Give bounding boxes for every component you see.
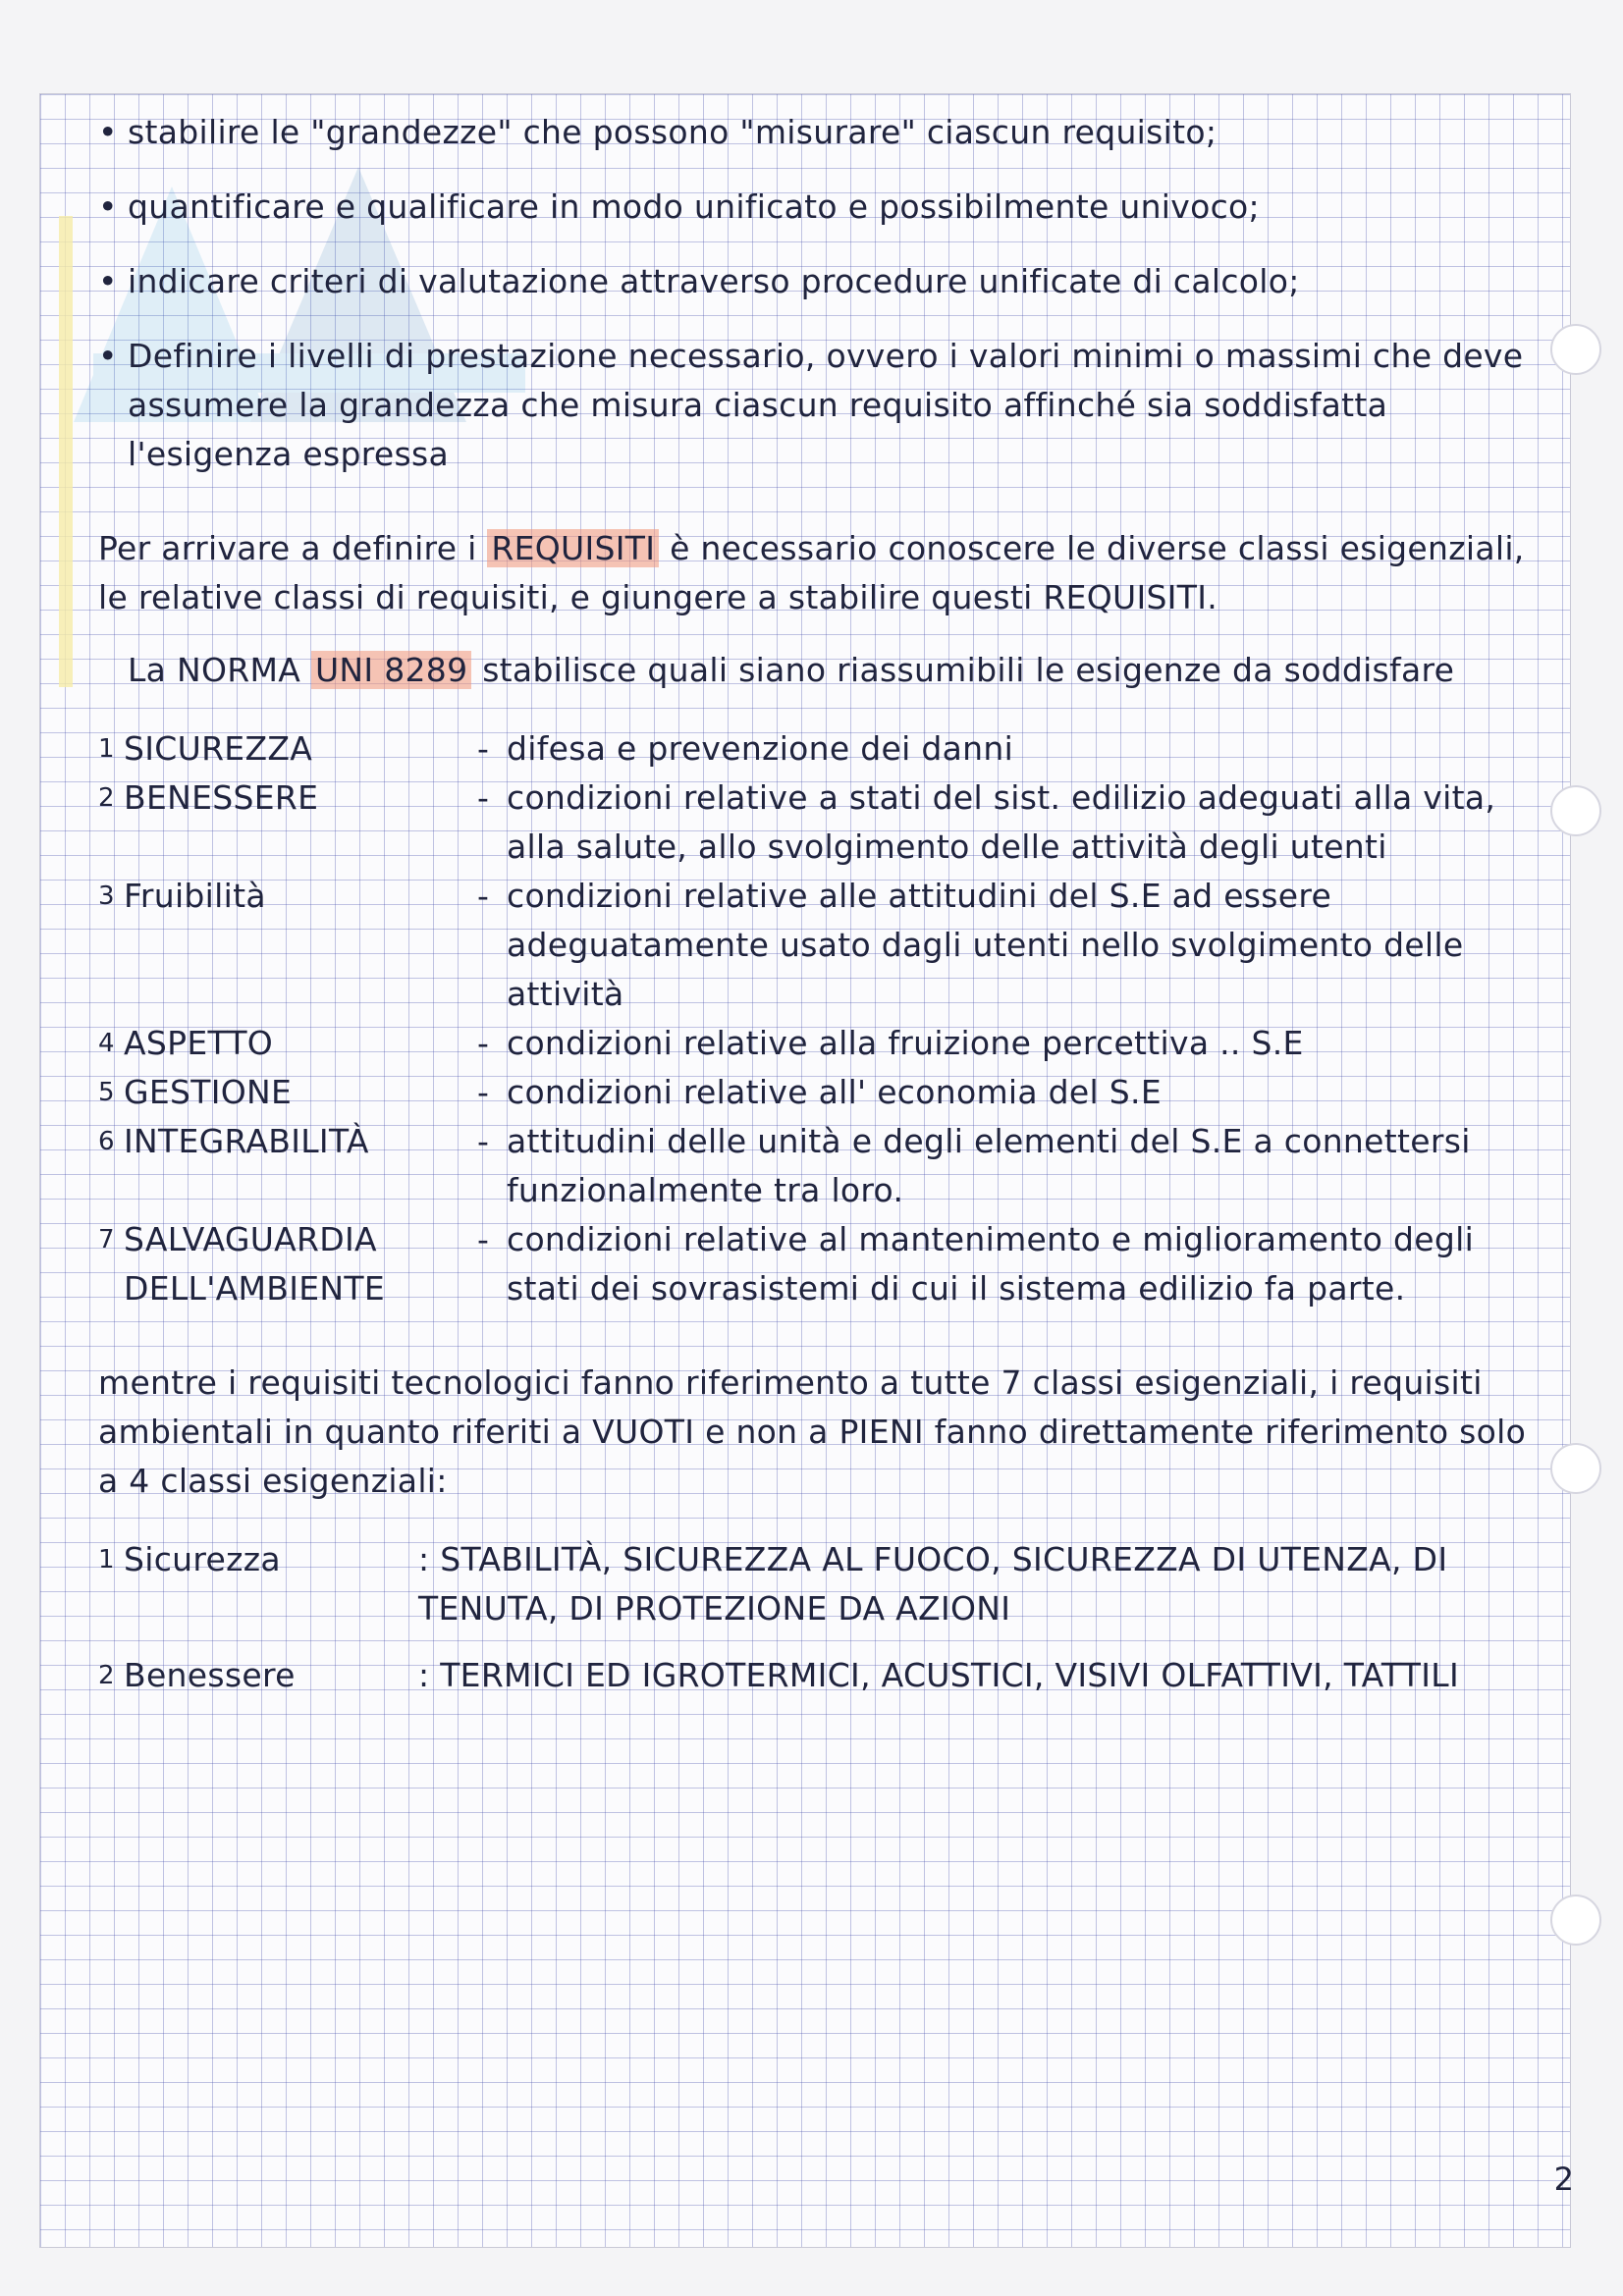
class-number: 5 [98, 1078, 115, 1107]
class-name: ASPETTO [124, 1024, 274, 1062]
class-name: SICUREZZA [124, 729, 313, 768]
class-row [98, 724, 1542, 774]
bullet-dot: • [98, 187, 118, 226]
requirement-number: 2 [98, 1661, 115, 1690]
margin-highlight-strip [59, 216, 73, 687]
class-description: condizioni relative all' economia del S.E [507, 1073, 1162, 1111]
bullet-item [98, 108, 1542, 157]
requirement-name: Benessere [124, 1656, 296, 1694]
bullet-text: quantificare e qualificare in modo unificato e possibilmente univoco; [128, 187, 1260, 226]
dash: - [477, 729, 490, 768]
dash: - [477, 1220, 490, 1258]
paragraph-text: è necessario conoscere le diverse classi esigenziali, le relative classi di requisiti, e giungere a stabilire questi REQUISITI. [98, 529, 1525, 616]
class-number: 1 [98, 734, 115, 764]
class-row [98, 1019, 1542, 1068]
class-number: 3 [98, 881, 115, 911]
class-row [98, 1068, 1542, 1117]
class-description: difesa e prevenzione dei danni [507, 729, 1014, 768]
class-name: BENESSERE [124, 778, 319, 817]
highlighted-requisiti: REQUISITI [487, 529, 659, 567]
bullet-item [98, 183, 1542, 232]
class-description: condizioni relative a stati del sist. edilizio adeguati alla vita, alla salute, allo svolgimento delle attività degli utenti [507, 778, 1496, 866]
class-row [98, 872, 1542, 1019]
class-name: SALVAGUARDIA DELL'AMBIENTE [124, 1220, 385, 1308]
paragraph-requisiti [98, 524, 1542, 622]
paragraph-norma [98, 646, 1542, 695]
class-row [98, 1215, 1542, 1313]
class-name: INTEGRABILITÀ [124, 1122, 369, 1160]
paragraph-requisiti-tecnologici [98, 1359, 1542, 1506]
requirements-list [98, 1535, 1542, 1700]
class-description: condizioni relative alla fruizione percettiva .. S.E [507, 1024, 1304, 1062]
punch-hole [1550, 324, 1601, 375]
class-name: GESTIONE [124, 1073, 293, 1111]
handwritten-notes [98, 108, 1542, 1718]
class-name: Fruibilità [124, 877, 266, 915]
requirement-description: : STABILITÀ, SICUREZZA AL FUOCO, SICUREZZA DI UTENZA, DI TENUTA, DI PROTEZIONE DA AZIONI [418, 1540, 1448, 1628]
dash: - [477, 778, 490, 817]
bullet-text: stabilire le "grandezze" che possono "misurare" ciascun requisito; [128, 113, 1217, 151]
requirement-row [98, 1651, 1542, 1700]
page-number: 2 [1553, 2161, 1574, 2198]
bullet-item [98, 332, 1542, 479]
bullet-text: indicare criteri di valutazione attraverso procedure unificate di calcolo; [128, 262, 1300, 300]
highlighted-norma: UNI 8289 [311, 651, 471, 689]
class-description: condizioni relative al mantenimento e miglioramento degli stati dei sovrasistemi di cui il sistema edilizio fa parte. [507, 1220, 1475, 1308]
bullet-item [98, 257, 1542, 306]
punch-hole [1550, 1895, 1601, 1946]
paragraph-text: stabilisce quali siano riassumibili le esigenze da soddisfare [482, 651, 1455, 689]
dash: - [477, 1122, 490, 1160]
class-description: attitudini delle unità e degli elementi del S.E a connettersi funzionalmente tra loro. [507, 1122, 1471, 1209]
punch-hole [1550, 785, 1601, 836]
bullet-dot: • [98, 113, 118, 151]
dash: - [477, 1073, 490, 1111]
requirement-name: Sicurezza [124, 1540, 281, 1578]
requirement-row [98, 1535, 1542, 1633]
class-row [98, 1117, 1542, 1215]
requirement-number: 1 [98, 1545, 115, 1575]
punch-hole [1550, 1443, 1601, 1494]
class-number: 6 [98, 1127, 115, 1156]
dash: - [477, 877, 490, 915]
paragraph-text: La NORMA [128, 651, 301, 689]
class-row [98, 774, 1542, 872]
bullet-text: Definire i livelli di prestazione necessario, ovvero i valori minimi o massimi che deve assumere la grandezza che misura ciascun requisito affinché sia soddisfatta l'esigenza espressa [128, 337, 1524, 473]
class-number: 4 [98, 1029, 115, 1058]
class-number: 2 [98, 783, 115, 813]
paragraph-text: Per arrivare a definire i [98, 529, 477, 567]
classes-list [98, 724, 1542, 1313]
bullet-dot: • [98, 262, 118, 300]
bullet-dot: • [98, 337, 118, 375]
dash: - [477, 1024, 490, 1062]
class-description: condizioni relative alle attitudini del S.E ad essere adeguatamente usato dagli utenti nello svolgimento delle attività [507, 877, 1464, 1013]
requirement-description: : TERMICI ED IGROTERMICI, ACUSTICI, VISIVI OLFATTIVI, TATTILI [418, 1656, 1460, 1694]
paragraph-text: mentre i requisiti tecnologici fanno riferimento a tutte 7 classi esigenziali, i requisiti ambientali in quanto riferiti a VUOTI e non a PIENI fanno direttamente riferimento solo a 4 classi esigenziali: [98, 1363, 1527, 1500]
class-number: 7 [98, 1225, 115, 1255]
